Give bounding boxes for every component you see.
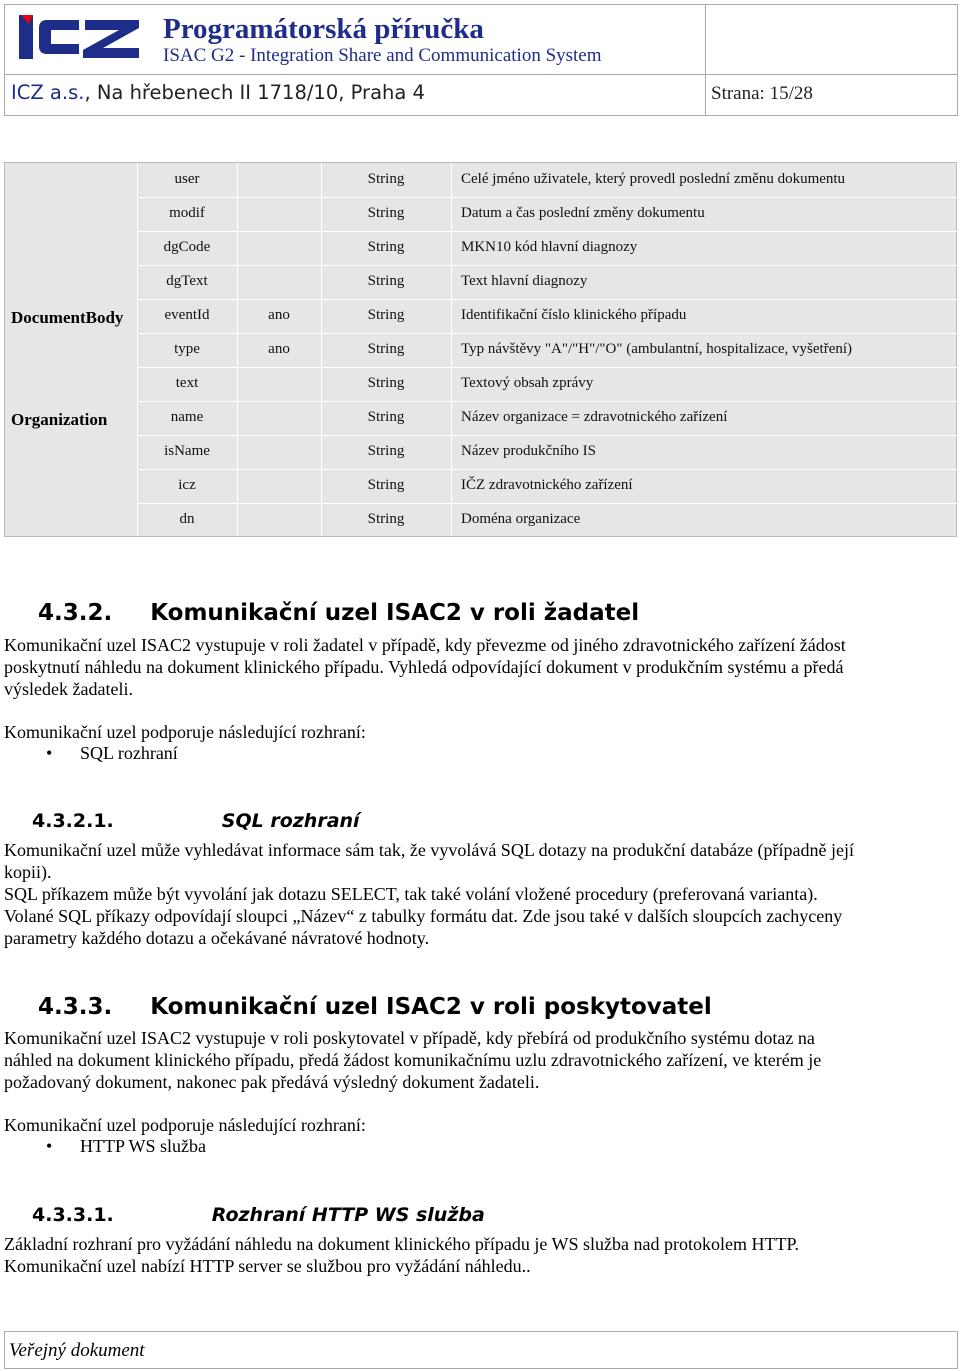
section-title: Komunikační uzel ISAC2 v roli poskytovatel — [150, 994, 712, 1020]
table-cell-desc: Typ návštěvy "A"/"H"/"O" (ambulantní, hospitalizace, vyšetření) — [461, 341, 853, 357]
section-number: 4.3.2. — [38, 600, 113, 626]
section-heading-4-3-3-1 — [32, 1204, 485, 1226]
text-line: Základní rozhraní pro vyžádání náhledu na dokument klinického případu je WS služba nad protokolem HTTP. — [4, 1234, 799, 1254]
document-subtitle: ISAC G2 - Integration Share and Communication System — [163, 45, 602, 66]
paragraph-4-3-2-interfaces: Komunikační uzel podporuje následující rozhraní: — [4, 722, 366, 742]
table-column-divider — [451, 163, 452, 536]
table-cell-type: String — [367, 443, 405, 459]
company-street: , Na hřebenech II 1718/10, Praha 4 — [84, 81, 425, 104]
table-cell-type: String — [367, 511, 405, 527]
text-line: SQL příkazem může být vyvolání jak dotazu SELECT, tak také volání vložené procedury (preferovaná varianta). — [4, 884, 818, 904]
list-item-text: HTTP WS služba — [80, 1136, 206, 1156]
table-cell-name: modif — [169, 205, 205, 221]
list-item — [46, 743, 178, 764]
section-heading-4-3-2-1 — [32, 810, 360, 832]
table-cell-type: String — [367, 239, 405, 255]
section-heading-4-3-3 — [38, 994, 712, 1020]
table-cell-type: String — [367, 171, 405, 187]
table-cell-desc: Text hlavní diagnozy — [461, 273, 588, 289]
table-cell-desc: Celé jméno uživatele, který provedl poslední změnu dokumentu — [461, 171, 846, 187]
table-cell-desc: Název organizace = zdravotnického zařízení — [461, 409, 728, 425]
table-cell-name: type — [174, 341, 200, 357]
page-number: Strana: 15/28 — [711, 83, 813, 104]
table-cell-name: dn — [179, 511, 195, 527]
table-row-divider — [137, 401, 957, 402]
group-label-documentbody: DocumentBody — [11, 308, 124, 327]
table-cell-name: isName — [164, 443, 210, 459]
company-address — [11, 81, 425, 104]
table-cell-type: String — [367, 307, 405, 323]
footer-label: Veřejný dokument — [9, 1340, 145, 1361]
table-cell-type: String — [367, 341, 405, 357]
table-cell-desc: MKN10 kód hlavní diagnozy — [461, 239, 638, 255]
table-cell-req: ano — [268, 341, 290, 357]
table-row-divider — [137, 503, 957, 504]
text-line: Komunikační uzel ISAC2 vystupuje v roli žadatel v případě, kdy převezme od jiného zdravotnického zařízení žádost — [4, 635, 846, 655]
paragraph-4-3-3-interfaces: Komunikační uzel podporuje následující rozhraní: — [4, 1115, 366, 1135]
page-header — [4, 4, 958, 116]
table-cell-req: ano — [268, 307, 290, 323]
table-cell-name: user — [174, 171, 200, 187]
text-line: výsledek žadateli. — [4, 679, 133, 699]
table-cell-type: String — [367, 409, 405, 425]
text-line: parametry každého dotazu a očekávané návratové hodnoty. — [4, 928, 430, 948]
bullet-dot: • — [46, 1136, 53, 1156]
text-line: kopii). — [4, 862, 52, 882]
section-number: 4.3.3.1. — [32, 1204, 114, 1226]
table-cell-type: String — [367, 205, 405, 221]
table-row-divider — [137, 197, 957, 198]
text-line: náhled na dokument klinického případu, předá žádost komunikačnímu uzlu zdravotnického zařízení, ve kterém je — [4, 1050, 822, 1070]
group-label-organization: Organization — [11, 410, 108, 429]
page-footer — [4, 1331, 958, 1369]
table-cell-desc: Název produkčního IS — [461, 443, 596, 459]
paragraph-4-3-3-intro — [4, 1027, 954, 1093]
table-row-divider — [137, 333, 957, 334]
text-line: Komunikační uzel ISAC2 vystupuje v roli poskytovatel v případě, kdy přebírá od produkčního systému dotaz na — [4, 1028, 815, 1048]
section-title: SQL rozhraní — [221, 810, 360, 832]
table-cell-desc: Doména organizace — [461, 511, 581, 527]
section-heading-4-3-2 — [38, 600, 639, 626]
text-line: poskytnutí náhledu na dokument klinického případu. Vyhledá odpovídající dokument v produkčním systému a předá — [4, 657, 844, 677]
text-line: Komunikační uzel nabízí HTTP server se službou pro vyžádání náhledu.. — [4, 1256, 531, 1276]
table-cell-type: String — [367, 477, 405, 493]
table-row-divider — [137, 469, 957, 470]
table-cell-name: dgText — [166, 273, 208, 289]
section-title: Rozhraní HTTP WS služba — [211, 1204, 485, 1226]
list-item — [46, 1136, 206, 1157]
table-cell-type: String — [367, 273, 405, 289]
header-divider — [705, 5, 706, 115]
text-line: požadovaný dokument, nakonec pak předává výsledný dokument žadateli. — [4, 1072, 540, 1092]
table-cell-name: name — [170, 409, 204, 425]
table-cell-name: icz — [178, 477, 196, 493]
table-cell-name: eventId — [164, 307, 210, 323]
icz-logo — [17, 12, 143, 62]
table-cell-type: String — [367, 375, 405, 391]
section-number: 4.3.3. — [38, 994, 113, 1020]
table-row-divider — [137, 367, 957, 368]
company-name: ICZ a.s. — [11, 81, 85, 104]
text-line: Komunikační uzel může vyhledávat informace sám tak, že vyvolává SQL dotazy na produkční databáze (případně její — [4, 840, 855, 860]
text-line: Volané SQL příkazy odpovídají sloupci „Název“ z tabulky formátu dat. Zde jsou také v dalších sloupcích zachyceny — [4, 906, 843, 926]
document-title: Programátorská příručka — [163, 13, 484, 45]
section-title: Komunikační uzel ISAC2 v roli žadatel — [150, 600, 640, 626]
table-row-divider — [137, 435, 957, 436]
table-cell-desc: Textový obsah zprávy — [461, 375, 594, 391]
table-row-divider — [137, 231, 957, 232]
table-row-divider — [137, 299, 957, 300]
section-number: 4.3.2.1. — [32, 810, 114, 832]
paragraph-4-3-2-1 — [4, 839, 954, 949]
table-cell-desc: IČZ zdravotnického zařízení — [461, 477, 633, 493]
table-cell-name: dgCode — [163, 239, 211, 255]
table-cell-desc: Datum a čas poslední změny dokumentu — [461, 205, 705, 221]
table-cell-name: text — [175, 375, 199, 391]
bullet-dot: • — [46, 743, 53, 763]
table-cell-desc: Identifikační číslo klinického případu — [461, 307, 687, 323]
paragraph-4-3-3-1 — [4, 1233, 954, 1277]
list-item-text: SQL rozhraní — [80, 743, 178, 763]
paragraph-4-3-2-intro — [4, 634, 954, 700]
data-format-table — [4, 162, 957, 537]
table-row-divider — [137, 265, 957, 266]
